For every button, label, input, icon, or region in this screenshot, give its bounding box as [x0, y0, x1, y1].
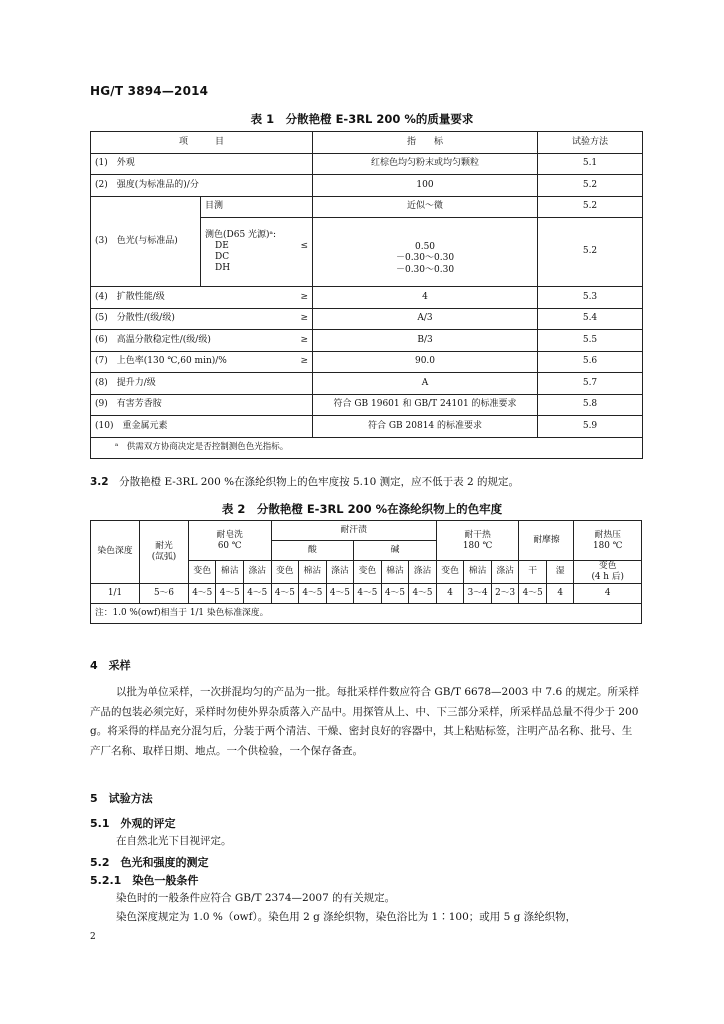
footnote-mark: ᵃ — [115, 442, 119, 453]
row-item: 分散性/(级/级) — [116, 313, 175, 324]
table-row — [91, 330, 643, 352]
acid-change: 变色 — [271, 561, 299, 584]
table-row — [91, 308, 643, 330]
wash-temp: 60 ℃ — [217, 540, 242, 551]
de-value: 0.50 — [414, 242, 436, 253]
shade-row-visual — [91, 196, 643, 218]
row-item: 上色率(130 ℃,60 min)/% — [116, 356, 227, 367]
alkali-poly: 涤沾 — [409, 561, 437, 584]
row-no: (1) — [95, 158, 108, 169]
row-value: A — [313, 373, 538, 395]
cell: 2～3 — [491, 583, 519, 603]
acid-poly: 涤沾 — [326, 561, 354, 584]
shade-no: (3) — [95, 235, 108, 246]
wash-header: 耐皂洗 — [216, 529, 243, 540]
row-value: B/3 — [313, 330, 538, 352]
row-item: 扩散性能/级 — [116, 291, 165, 302]
cell: 4～5 — [244, 583, 272, 603]
alkali-change: 变色 — [354, 561, 382, 584]
section-3-2-text: 分散艳橙 E-3RL 200 %在涤纶织物上的色牢度按 5.10 测定，应不低于表 2 的规定。 — [119, 476, 520, 488]
dc-label: DC — [215, 252, 230, 262]
section-3-2 — [90, 474, 642, 490]
row-value: 4 — [313, 287, 538, 309]
table-row — [91, 373, 643, 395]
table-footnote: 供需双方协商决定是否控制测色色光指标。 — [126, 442, 289, 453]
dc-value: －0.30～0.30 — [395, 253, 455, 264]
header-index-cell: 指 标 — [313, 132, 538, 154]
table2-caption: 表 2 分散艳橙 E-3RL 200 %在涤纶织物上的色牢度 — [221, 502, 503, 516]
table-footnote-row — [91, 437, 643, 459]
row-method: 5.8 — [538, 394, 643, 416]
row-value: A/3 — [313, 308, 538, 330]
wash-poly: 涤沾 — [244, 561, 272, 584]
dh-label: DH — [215, 263, 231, 274]
row-method: 5.9 — [538, 416, 643, 438]
row-method: 5.7 — [538, 373, 643, 395]
acid-header: 酸 — [271, 541, 354, 561]
table-row — [91, 351, 643, 373]
row-item: 提升力/级 — [116, 377, 156, 388]
cell: 4～5 — [216, 583, 244, 603]
page-number: 2 — [90, 932, 96, 942]
row-no: (5) — [95, 313, 108, 324]
row-no: (4) — [95, 291, 108, 302]
row-method: 5.6 — [538, 351, 643, 373]
cell: 1/1 — [91, 583, 140, 603]
row-method: 5.4 — [538, 308, 643, 330]
quality-table-body — [90, 131, 643, 459]
light-sub: (氙弧) — [151, 551, 177, 562]
le-symbol: ≤ — [300, 240, 309, 251]
shade-instr-method: 5.2 — [538, 218, 643, 287]
section-5-1-text: 在自然北光下目视评定。 — [116, 835, 232, 847]
row-item: 强度(为标准品的)/分 — [116, 179, 199, 190]
dh-value: －0.30～0.30 — [395, 264, 455, 275]
cell: 4 — [574, 583, 642, 603]
shade-visual-method: 5.2 — [538, 196, 643, 218]
row-value: 红棕色均匀粉末或均匀颗粒 — [313, 153, 538, 175]
de-label: DE — [215, 240, 229, 251]
alkali-cotton: 棉沾 — [381, 561, 409, 584]
t2-data-row — [91, 583, 642, 603]
row-no: (2) — [95, 179, 108, 190]
section-5-2-1-text-2: 染色深度规定为 1.0 %（owf）。染色用 2 g 涤纶织物，染色浴比为 1∶100；或用 5 g 涤纶织物， — [116, 911, 577, 923]
section-5-2-1-title: 5.2.1 染色一般条件 — [90, 874, 199, 887]
row-no: (6) — [95, 334, 108, 345]
press-change: 变色 — [598, 561, 617, 571]
table-row — [91, 394, 643, 416]
table-header-row — [91, 132, 643, 154]
table-row — [91, 416, 643, 438]
acid-cotton: 棉沾 — [299, 561, 327, 584]
cell: 4～5 — [409, 583, 437, 603]
section-5-1-title: 5.1 外观的评定 — [90, 817, 176, 830]
row-item: 重金属元素 — [122, 420, 168, 431]
heat-change: 变色 — [436, 561, 464, 584]
cell: 4～5 — [299, 583, 327, 603]
cell: 3～4 — [464, 583, 492, 603]
section-3-2-number: 3.2 — [90, 476, 109, 488]
heat-cotton: 棉沾 — [464, 561, 492, 584]
cell: 4～5 — [519, 583, 547, 603]
wash-cotton: 棉沾 — [216, 561, 244, 584]
table-row — [91, 287, 643, 309]
row-no: (9) — [95, 399, 108, 410]
section-5-2-1-text-1: 染色时的一般条件应符合 GB/T 2374—2007 的有关规定。 — [116, 892, 396, 904]
heat-header: 耐干热 — [464, 529, 491, 540]
heat-temp: 180 ℃ — [462, 540, 493, 551]
row-method: 5.5 — [538, 330, 643, 352]
heat-poly: 涤沾 — [491, 561, 519, 584]
row-item: 高温分散稳定性/(级/级) — [116, 334, 211, 345]
row-symbol: ≥ — [300, 334, 309, 345]
cell: 4 — [436, 583, 464, 603]
rub-header: 耐摩擦 — [519, 521, 574, 561]
cell: 5～6 — [139, 583, 188, 603]
table-row — [91, 175, 643, 197]
rub-wet: 湿 — [546, 561, 574, 584]
row-value: 符合 GB 19601 和 GB/T 24101 的标准要求 — [313, 394, 538, 416]
light-header: 耐光 — [155, 541, 173, 551]
cell: 4 — [546, 583, 574, 603]
alkali-header: 碱 — [354, 541, 437, 561]
row-value: 90.0 — [313, 351, 538, 373]
header-method-cell: 试验方法 — [538, 132, 643, 154]
shade-visual-value: 近似～微 — [313, 196, 538, 218]
press-temp: 180 ℃ — [593, 540, 623, 551]
row-item: 有害芳香胺 — [116, 399, 162, 410]
sweat-header: 耐汗渍 — [271, 521, 436, 541]
section-4-title: 4 采样 — [90, 659, 131, 672]
rub-dry: 干 — [519, 561, 547, 584]
shade-visual-label: 目测 — [201, 196, 313, 218]
row-value: 100 — [313, 175, 538, 197]
cell: 4～5 — [381, 583, 409, 603]
header-item-cell: 项 目 — [91, 132, 313, 154]
table-row — [91, 153, 643, 175]
shade-instr-label: 测色(D65 光源)ᵃ: — [205, 229, 277, 240]
row-symbol: ≥ — [300, 313, 309, 324]
section-5-2-title: 5.2 色光和强度的测定 — [90, 856, 209, 869]
row-no: (7) — [95, 356, 108, 367]
row-method: 5.1 — [538, 153, 643, 175]
t2-header-row-1 — [91, 521, 642, 541]
row-method: 5.3 — [538, 287, 643, 309]
section-4-paragraph: 以批为单位采样，一次拼混均匀的产品为一批。每批采样件数应符合 GB/T 6678—2003 中 7.6 的规定。所采样产品的包装必须完好，采样时勿使外界杂质落入产品中。用探管从上、中、下三部分采样，所采样品总量不得少于 200 g。将采得的样品充分混匀后，分装于两个清洁、干燥、密封良好的容器中，其上粘贴标签，注明产品名称、批号、生产厂名称、取样日期、地点。一个供检验，一个保存备查。 — [90, 686, 639, 757]
cell: 4～5 — [188, 583, 216, 603]
section-5-title: 5 试验方法 — [90, 792, 153, 805]
table2-note: 注：1.0 %(owf)相当于 1/1 染色标准深度。 — [91, 603, 642, 623]
color-fastness-table — [90, 520, 642, 624]
cell: 4～5 — [271, 583, 299, 603]
press-time: (4 h 后) — [591, 571, 624, 582]
row-symbol: ≥ — [300, 356, 309, 367]
shade-item: 色光(与标准品) — [116, 235, 178, 246]
row-method: 5.2 — [538, 175, 643, 197]
standard-number: HG/T 3894—2014 — [90, 84, 209, 98]
depth-header: 染色深度 — [91, 521, 140, 584]
row-symbol: ≥ — [300, 291, 309, 302]
row-value: 符合 GB 20814 的标准要求 — [313, 416, 538, 438]
row-no: (8) — [95, 377, 108, 388]
table1-caption: 表 1 分散艳橙 E-3RL 200 %的质量要求 — [250, 112, 474, 126]
row-no: (10) — [95, 420, 114, 431]
cell: 4～5 — [326, 583, 354, 603]
t2-note-row — [91, 603, 642, 623]
row-item: 外观 — [116, 158, 135, 169]
press-header: 耐热压 — [594, 529, 621, 540]
cell: 4～5 — [354, 583, 382, 603]
wash-change: 变色 — [188, 561, 216, 584]
